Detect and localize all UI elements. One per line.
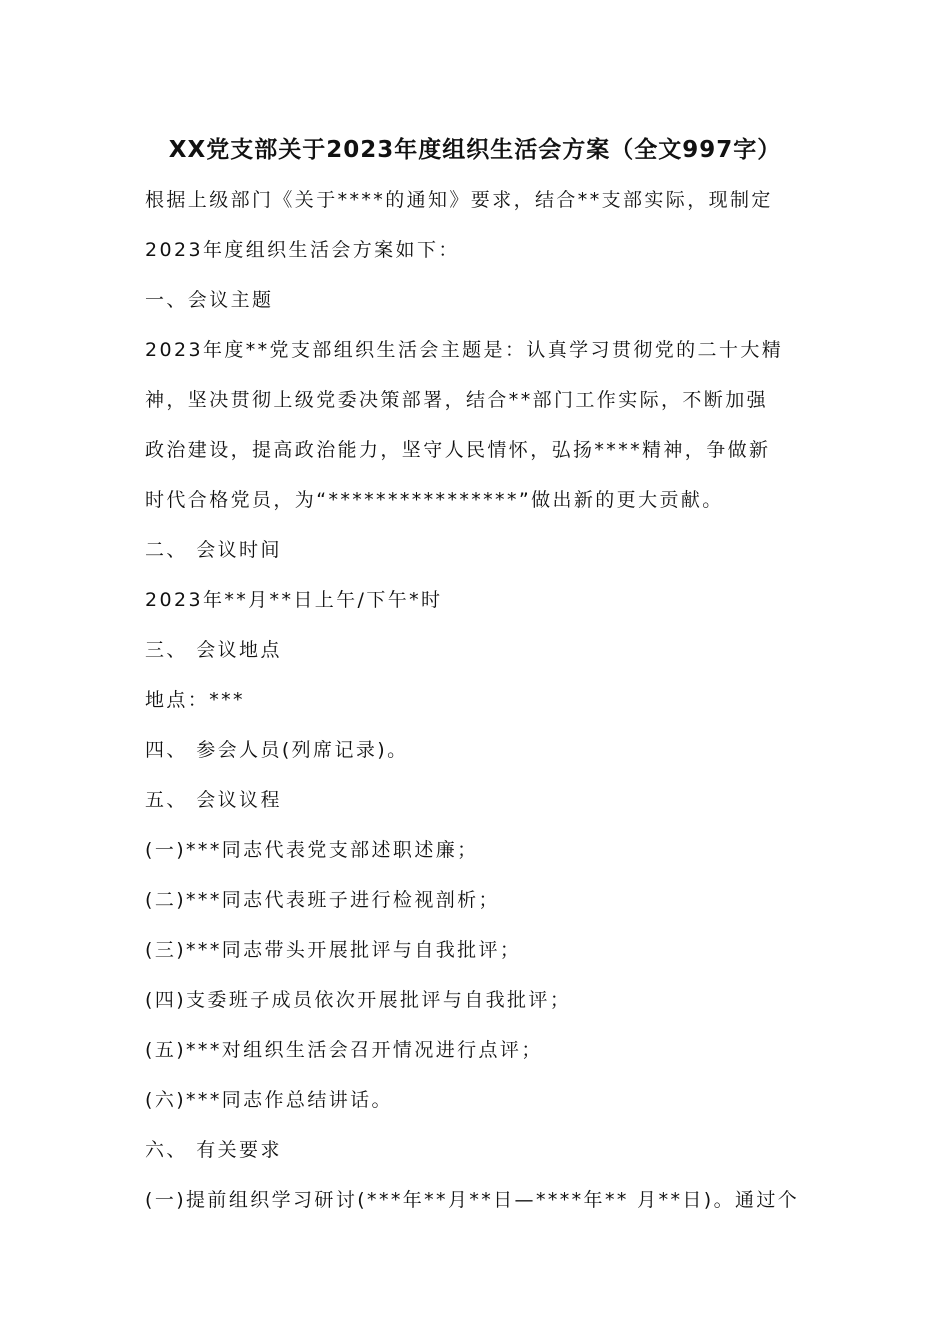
section-heading-theme: 一、会议主题	[145, 289, 274, 311]
body-line-theme-4: 时代合格党员，为“****************”做出新的更大贡献。	[145, 489, 724, 511]
body-line-theme-3: 政治建设，提高政治能力，坚守人民情怀，弘扬****精神，争做新	[145, 439, 771, 461]
agenda-item-5: (五)***对组织生活会召开情况进行点评；	[145, 1039, 543, 1061]
section-heading-attendees: 四、 参会人员(列席记录)。	[145, 739, 409, 761]
document-title: XX党支部关于2023年度组织生活会方案（全文997字）	[168, 137, 782, 163]
agenda-item-6: (六)***同志作总结讲话。	[145, 1089, 393, 1111]
body-line-intro-2: 2023年度组织生活会方案如下：	[145, 239, 460, 261]
body-line-theme-2: 神，坚决贯彻上级党委决策部署，结合**部门工作实际，不断加强	[145, 389, 769, 411]
agenda-item-4: (四)支委班子成员依次开展批评与自我批评；	[145, 989, 572, 1011]
agenda-item-1: (一)***同志代表党支部述职述廉；	[145, 839, 479, 861]
requirement-item-1: (一)提前组织学习研讨(***年**月**日—****年** 月**日)。通过个	[145, 1189, 800, 1211]
body-line-intro-1: 根据上级部门《关于****的通知》要求，结合**支部实际，现制定	[145, 189, 773, 211]
document-body	[145, 183, 810, 1233]
section-heading-location: 三、 会议地点	[145, 639, 282, 661]
body-line-theme-1: 2023年度**党支部组织生活会主题是：认真学习贯彻党的二十大精	[145, 339, 784, 361]
body-line-time: 2023年**月**日上午/下午*时	[145, 589, 443, 611]
section-heading-time: 二、 会议时间	[145, 539, 282, 561]
section-heading-agenda: 五、 会议议程	[145, 789, 282, 811]
section-heading-requirements: 六、 有关要求	[145, 1139, 282, 1161]
agenda-item-3: (三)***同志带头开展批评与自我批评；	[145, 939, 522, 961]
agenda-item-2: (二)***同志代表班子进行检视剖析；	[145, 889, 500, 911]
body-line-location: 地点：***	[145, 689, 245, 711]
